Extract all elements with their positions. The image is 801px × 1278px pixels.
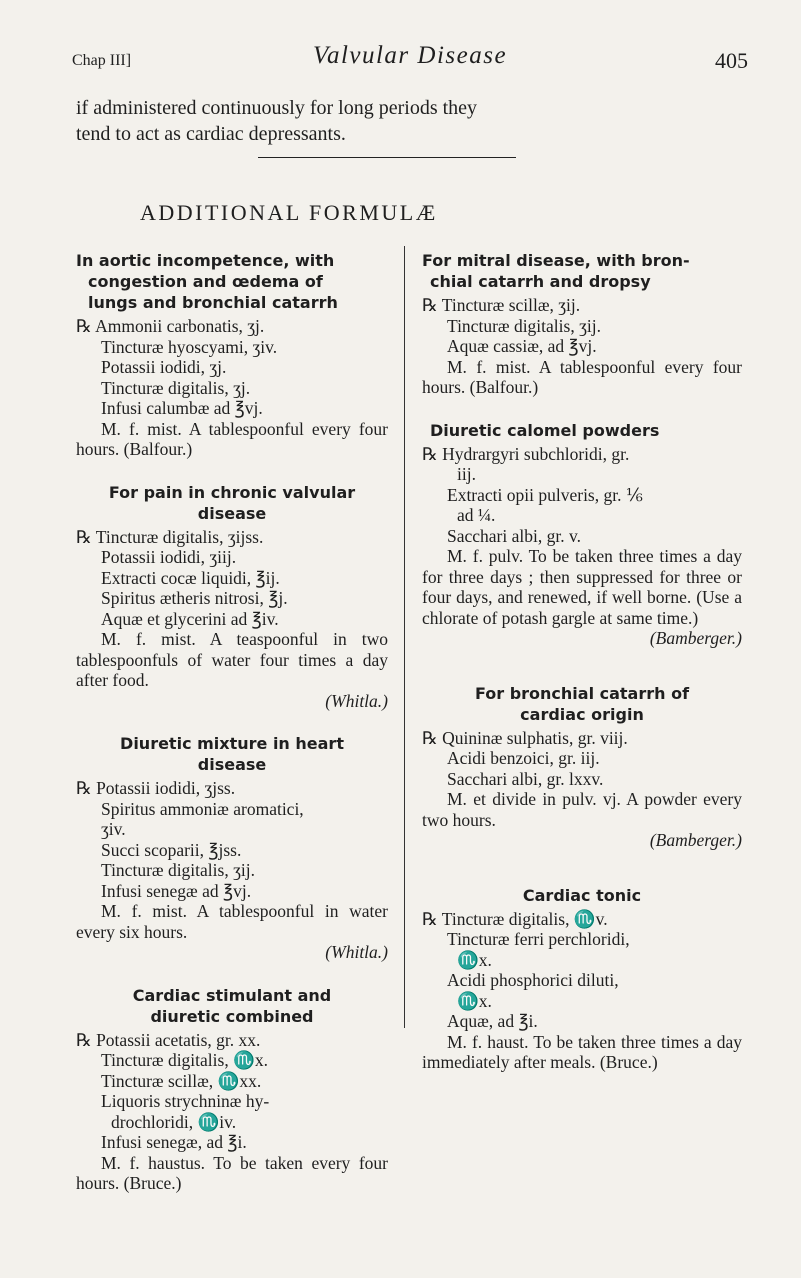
- ingredient-line: ♏x.: [457, 949, 492, 970]
- ingredient-line: Infusi senegæ, ad ℥i.: [101, 1132, 247, 1152]
- formula-title: [76, 482, 388, 524]
- ingredient-line: Potassii iodidi, ʒj.: [101, 357, 227, 377]
- ingredient-line: [76, 1030, 388, 1051]
- formula-author: (Whitla.): [325, 690, 388, 711]
- ingredient-line: Acidi benzoici, gr. iij.: [447, 748, 600, 768]
- page-number: 405: [715, 48, 748, 73]
- ingredient-line: Infusi calumbæ ad ℥vj.: [101, 398, 263, 418]
- ingredient-line: [422, 295, 742, 316]
- ingredient-line: Sacchari albi, gr. v.: [447, 525, 581, 546]
- ingredient-line: Aquæ, ad ℥i.: [447, 1011, 538, 1031]
- column-divider: [404, 246, 405, 1028]
- formula-title-line: Cardiac stimulant and: [132, 985, 332, 1005]
- formula-title: [422, 683, 742, 725]
- formula-chronic-valvular-pain: [76, 482, 388, 712]
- intro-paragraph: [76, 95, 736, 147]
- ingredient-text: Tincturæ digitalis, ʒijss.: [95, 526, 264, 547]
- running-head: [72, 38, 748, 78]
- ingredient-line: Potassii iodidi, ʒiij.: [101, 547, 237, 567]
- formula-title: [422, 885, 742, 906]
- formula-mitral-disease: [422, 250, 742, 398]
- intro-line: if administered continuously for long periods they: [76, 97, 478, 119]
- chapter-label: Chap III]: [72, 52, 132, 69]
- right-column: [422, 250, 742, 1095]
- ingredient-line: [422, 728, 742, 749]
- formula-title-line: Diuretic mixture in heart: [120, 734, 344, 753]
- ingredient-line: Extracti cocæ liquidi, ℥ij.: [101, 567, 280, 588]
- ingredient-line: Tincturæ ferri perchloridi,: [447, 929, 630, 949]
- formula-bronchial-catarrh: [422, 683, 742, 851]
- ingredient-line: [76, 527, 388, 548]
- formula-direction: M. f. mist. A teaspoonful in two tablespoonfuls of water four times a day after food.: [76, 629, 388, 690]
- ingredient-line: Extracti opii pulveris, gr. ⅙: [447, 484, 643, 505]
- formula-author: (Bamberger.): [649, 830, 742, 850]
- formula-cardiac-stimulant: [76, 985, 388, 1194]
- ingredient-line: [422, 444, 742, 465]
- ingredient-line: [76, 316, 388, 337]
- formula-calomel-powders: [422, 420, 742, 649]
- ingredient-text: Ammonii carbonatis, ʒj.: [95, 316, 265, 336]
- formula-title-line: For mitral disease, with bron-: [422, 251, 690, 270]
- formula-direction: M. f. mist. A tablespoonful every four hours. (Balfour.): [422, 356, 742, 397]
- recipe-symbol: ℞: [422, 908, 438, 929]
- formula-title-line: diuretic combined: [150, 1006, 314, 1026]
- formula-title-line: chial catarrh and dropsy: [430, 272, 651, 291]
- ingredient-line: Tincturæ digitalis, ʒj.: [101, 377, 251, 398]
- formula-direction: M. f. haustus. To be taken every four hours. (Bruce.): [76, 1152, 388, 1193]
- formula-title-line: Diuretic calomel powders: [430, 420, 660, 440]
- formula-direction: M. f. mist. A tablespoonful every four hours. (Balfour.): [76, 418, 388, 459]
- formula-title-line: Cardiac tonic: [522, 885, 642, 905]
- formula-title: [422, 250, 742, 292]
- intro-line: tend to act as cardiac depressants.: [76, 123, 346, 145]
- ingredient-line: [422, 909, 742, 930]
- ingredient-line: Tincturæ digitalis, ♏x.: [101, 1050, 268, 1070]
- formula-title-line: For pain in chronic valvular: [108, 482, 356, 502]
- running-title: Valvular Disease: [312, 42, 508, 69]
- ingredient-line: Tincturæ digitalis, ʒij.: [101, 860, 255, 880]
- ingredient-text: Tincturæ digitalis, ♏v.: [441, 908, 608, 929]
- formula-title: [76, 733, 388, 775]
- formula-title-line: disease: [197, 503, 267, 523]
- formula-author: (Whitla.): [325, 942, 388, 962]
- ingredient-text: Potassii iodidi, ʒjss.: [96, 778, 236, 798]
- ingredient-line: Succi scoparii, ℥jss.: [101, 839, 242, 860]
- ingredient-line: Tincturæ digitalis, ʒij.: [447, 315, 601, 336]
- ingredient-line: Spiritus ætheris nitrosi, ℥j.: [101, 588, 288, 608]
- ingredient-line: drochloridi, ♏iv.: [111, 1111, 237, 1132]
- formula-cardiac-tonic: [422, 885, 742, 1073]
- ingredient-line: ad ¼.: [457, 505, 496, 525]
- recipe-symbol: ℞: [76, 1029, 92, 1050]
- formula-title: [76, 985, 388, 1027]
- ingredient-line: Aquæ et glycerini ad ℥iv.: [101, 608, 279, 629]
- formula-title-line: lungs and bronchial catarrh: [88, 293, 338, 312]
- left-column: [76, 250, 388, 1216]
- formula-direction: M. f. haust. To be taken three times a day immediately after meals. (Bruce.): [422, 1031, 742, 1072]
- section-heading: ADDITIONAL FORMULÆ: [140, 200, 438, 225]
- formula-title: [422, 420, 742, 441]
- ingredient-text: Potassii acetatis, gr. xx.: [96, 1029, 261, 1050]
- ingredient-line: [76, 778, 388, 799]
- formula-title-line: congestion and œdema of: [88, 272, 323, 291]
- recipe-symbol: ℞: [422, 443, 438, 464]
- ingredient-text: Quininæ sulphatis, gr. viij.: [442, 727, 628, 748]
- ingredient-line: Tincturæ hyoscyami, ʒiv.: [101, 336, 278, 357]
- ingredient-line: Spiritus ammoniæ aromatici,: [101, 798, 304, 819]
- ingredient-text: Hydrargyri subchloridi, gr.: [442, 443, 630, 464]
- formula-diuretic-mixture: [76, 733, 388, 963]
- recipe-symbol: ℞: [76, 526, 92, 547]
- ingredient-line: ♏x.: [457, 990, 492, 1011]
- ingredient-line: Aquæ cassiæ, ad ℥vj.: [447, 336, 597, 356]
- formula-title-line: disease: [197, 755, 267, 774]
- recipe-symbol: ℞: [422, 727, 438, 748]
- ingredient-line: Infusi senegæ ad ℥vj.: [101, 880, 252, 901]
- recipe-symbol: ℞: [76, 778, 92, 798]
- recipe-symbol: ℞: [422, 295, 438, 315]
- formula-title: [76, 250, 388, 313]
- formula-aortic-incompetence: [76, 250, 388, 460]
- formula-direction: M. f. pulv. To be taken three times a day for three days ; then suppressed for three or four days, and renewed, if well borne. (Use a chlorate of potash gargle at same time.): [422, 546, 742, 628]
- recipe-symbol: ℞: [76, 316, 92, 336]
- formula-title-line: For bronchial catarrh of: [474, 683, 690, 703]
- formula-direction: M. et divide in pulv. vj. A powder every two hours.: [422, 789, 742, 830]
- formula-title-line: In aortic incompetence, with: [76, 251, 335, 270]
- ingredient-line: Tincturæ scillæ, ♏xx.: [101, 1070, 262, 1091]
- formula-direction: M. f. mist. A tablespoonful in water every six hours.: [76, 901, 388, 942]
- ingredient-line: Liquoris strychninæ hy-: [101, 1091, 270, 1111]
- ingredient-line: Acidi phosphorici diluti,: [447, 970, 619, 990]
- ingredient-text: Tincturæ scillæ, ʒij.: [441, 295, 581, 315]
- ingredient-line: Sacchari albi, gr. lxxv.: [447, 768, 604, 789]
- formula-title-line: cardiac origin: [520, 704, 644, 724]
- ingredient-line: iij.: [457, 464, 476, 484]
- section-divider: [258, 157, 516, 158]
- formula-author: (Bamberger.): [649, 628, 742, 648]
- ingredient-line: ʒiv.: [101, 819, 126, 839]
